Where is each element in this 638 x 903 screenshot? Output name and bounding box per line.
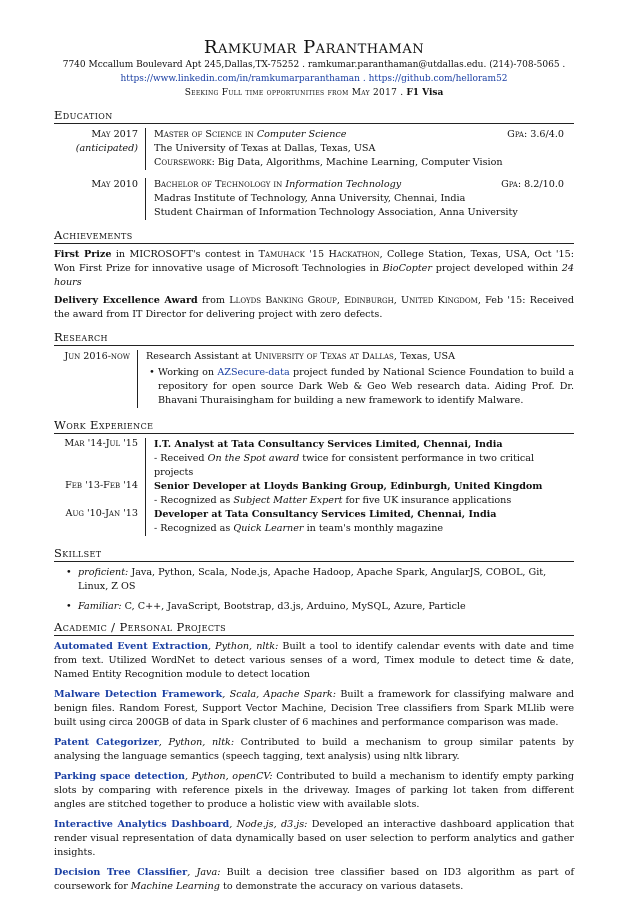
achievement-org: Lloyds Banking Group, Edinburgh, United Kingdom — [229, 295, 478, 306]
achievement-text: , College Station, Texas, USA, Oct '15: Won First Prize for innovative usage of Microsoft Technologies in — [54, 249, 574, 274]
work-award: On the Spot award — [207, 453, 300, 464]
phone: (214)-708-5065 . — [489, 60, 566, 70]
achievement-hours: 24 hours — [54, 263, 574, 288]
project-item — [54, 866, 574, 894]
research-org: University of Texas at Dallas — [254, 351, 394, 362]
work-detail: - Recognized as — [154, 495, 234, 506]
project-name: Decision Tree Classifier — [54, 867, 188, 878]
work-award: Quick Learner — [233, 523, 304, 534]
achievement-title: Delivery Excellence Award — [54, 295, 198, 306]
project-desc: Built a framework for classifying malware and benign files. Random Forest, Support Vector Machine, Decision Tree classifiers from Spark MLlib were built using circa 200GB of data in Spark cluster of 6 machines and performance comparison was made. — [54, 689, 574, 728]
work-entry — [54, 438, 574, 480]
work-date: Aug '10-Jan '13 — [54, 508, 146, 536]
work-detail: for five UK insurance applications — [342, 495, 512, 506]
skill-label: Familiar: — [78, 601, 122, 612]
education-entry — [54, 178, 574, 220]
bullet-icon: • — [66, 567, 72, 578]
work-role: I.T. Analyst at Tata Consultancy Services Limited, Chennai, India — [154, 439, 503, 450]
work-date: Feb '13-Feb '14 — [54, 480, 146, 508]
research-bullet — [146, 366, 574, 408]
project-name: Parking space detection — [54, 771, 186, 782]
achievements-heading: Achievements — [54, 228, 574, 244]
project-desc: Built a tool to identify calendar events with date and time from text. Utilized WordNet to detect various senses of a word, Timex module to detect time & date, Named Entity Recognition module to detect location — [54, 641, 574, 680]
project-name: Interactive Analytics Dashboard — [54, 819, 230, 830]
skill-text: C, C++, JavaScript, Bootstrap, d3.js, Arduino, MySQL, Azure, Particle — [121, 601, 466, 612]
work-entry — [54, 480, 574, 508]
education-note: (anticipated) — [75, 143, 138, 154]
linkedin-link[interactable]: https://www.linkedin.com/in/ramkumarparanthaman . — [120, 74, 366, 84]
work-detail: - Received — [154, 453, 208, 464]
skills-heading: Skillset — [54, 546, 574, 562]
work-date: Mar '14-Jul '15 — [54, 438, 146, 480]
project-course: Machine Learning — [130, 881, 220, 892]
links-line — [54, 72, 574, 86]
degree-field: Computer Science — [256, 129, 347, 140]
azsecure-link[interactable]: AZSecure-data — [217, 367, 290, 378]
education-date: May 2017 — [91, 129, 138, 140]
project-name: Automated Event Extraction — [54, 641, 209, 652]
school: Madras Institute of Technology, Anna University, Chennai, India — [154, 193, 466, 204]
work-detail: in team's monthly magazine — [303, 523, 444, 534]
address: 7740 Mccallum Boulevard Apt 245,Dallas,TX-75252 . — [62, 60, 305, 70]
skill-label: proficient: — [78, 567, 129, 578]
project-desc: to demonstrate the accuracy on various datasets. — [219, 881, 464, 892]
research-heading: Research — [54, 330, 574, 346]
project-tech: , Node.js, d3.js: — [229, 819, 308, 830]
project-desc: Built a decision tree classifier based on ID3 algorithm as part of coursework for — [54, 867, 574, 892]
work-role: Developer at Tata Consultancy Services Limited, Chennai, India — [154, 509, 497, 520]
research-section — [54, 330, 574, 408]
projects-section — [54, 620, 574, 894]
education-entry — [54, 128, 574, 170]
skills-section — [54, 546, 574, 614]
achievement-title: First Prize — [54, 249, 112, 260]
candidate-name: Ramkumar Paranthaman — [203, 37, 425, 58]
project-tech: , Scala, Apache Spark: — [222, 689, 336, 700]
research-location: , Texas, USA — [393, 351, 456, 362]
achievement-project: BioCopter — [382, 263, 432, 274]
projects-heading: Academic / Personal Projects — [54, 620, 574, 636]
degree-prefix: Bachelor of Technology in — [154, 179, 286, 190]
visa-status: F1 Visa — [406, 88, 444, 98]
project-item — [54, 688, 574, 730]
work-detail: twice for consistent performance in two critical projects — [154, 453, 535, 478]
project-desc: Contributed to build a mechanism to identify empty parking slots by comparing with reference pixels in the driveway. Images of parking lot taken from different angles are stitched together to produce a holistic view with available slots. — [54, 771, 575, 810]
project-name: Patent Categorizer — [54, 737, 159, 748]
coursework: Big Data, Algorithms, Machine Learning, Computer Vision — [214, 157, 503, 168]
contact-line — [54, 58, 574, 72]
work-award: Subject Matter Expert — [233, 495, 343, 506]
education-heading: Education — [54, 108, 574, 124]
school: The University of Texas at Dallas, Texas, USA — [154, 143, 376, 154]
achievement-text: project developed within — [431, 263, 562, 274]
project-desc: Contributed to build a mechanism to group similar patents by analysing the language semantics (speech tagging, text analysis) using nltk library. — [54, 737, 574, 762]
project-item — [54, 770, 574, 812]
project-item — [54, 640, 574, 682]
skill-item — [66, 600, 574, 614]
research-entry — [54, 350, 574, 408]
work-role: Senior Developer at Lloyds Banking Group, Edinburgh, United Kingdom — [154, 481, 543, 492]
skill-text: Java, Python, Scala, Node.js, Apache Hadoop, Apache Spark, AngularJS, COBOL, Git, Linux, Z OS — [78, 567, 547, 592]
degree-prefix: Master of Science in — [154, 129, 257, 140]
skills-list — [54, 566, 574, 614]
achievement-text: , Feb '15: Received the award from IT Director for delivering project with zero defects. — [54, 295, 574, 320]
project-tech: , Python, openCV: — [185, 771, 273, 782]
research-date: Jun 2016-now — [54, 350, 138, 408]
research-role: Research Assistant at — [146, 351, 255, 362]
project-item — [54, 736, 574, 764]
degree-field: Information Technology — [285, 179, 402, 190]
project-tech: , Java: — [187, 867, 221, 878]
skill-item — [66, 566, 574, 594]
work-entry — [54, 508, 574, 536]
work-section — [54, 418, 574, 536]
resume-page — [54, 38, 574, 900]
work-heading: Work Experience — [54, 418, 574, 434]
work-detail: - Recognized as — [154, 523, 234, 534]
achievement-event: Tamuhack '15 Hackathon — [258, 249, 380, 260]
achievement-text: in MICROSOFT's contest in — [111, 249, 259, 260]
gpa: Gpa: 3.6/4.0 — [507, 129, 564, 140]
achievements-section — [54, 228, 574, 322]
email-link[interactable]: ramkumar.paranthaman@utdallas.edu. — [307, 60, 487, 70]
gpa: Gpa: 8.2/10.0 — [501, 179, 564, 190]
bullet-text: Working on — [158, 367, 218, 378]
project-item — [54, 818, 574, 860]
coursework-label: Coursework: — [154, 157, 215, 168]
seeking-line — [54, 86, 574, 100]
achievement-text: from — [197, 295, 230, 306]
seeking-text: Seeking Full time opportunities from May 2017 . — [184, 88, 404, 98]
github-link[interactable]: https://github.com/helloram52 — [368, 74, 508, 84]
project-name: Malware Detection Framework — [54, 689, 223, 700]
achievement-item — [54, 294, 574, 322]
project-tech: , Python, nltk: — [208, 641, 279, 652]
bullet-text: project funded by National Science Foundation to build a repository for open source Dark Web & Geo Web research data. Aiding Prof. Dr. Bhavani Thuraisingham for building a new framework to identify Malware. — [158, 367, 574, 406]
education-extra: Student Chairman of Information Technology Association, Anna University — [154, 207, 518, 218]
education-date: May 2010 — [91, 179, 138, 190]
project-tech: , Python, nltk: — [158, 737, 235, 748]
achievement-item — [54, 248, 574, 290]
bullet-icon: • — [66, 601, 72, 612]
bullet-icon: • — [149, 367, 155, 378]
education-section — [54, 108, 574, 220]
project-desc: Developed an interactive dashboard application that render visual representation of data dynamically based on user selection to perform analytics and gather insights. — [54, 819, 575, 858]
